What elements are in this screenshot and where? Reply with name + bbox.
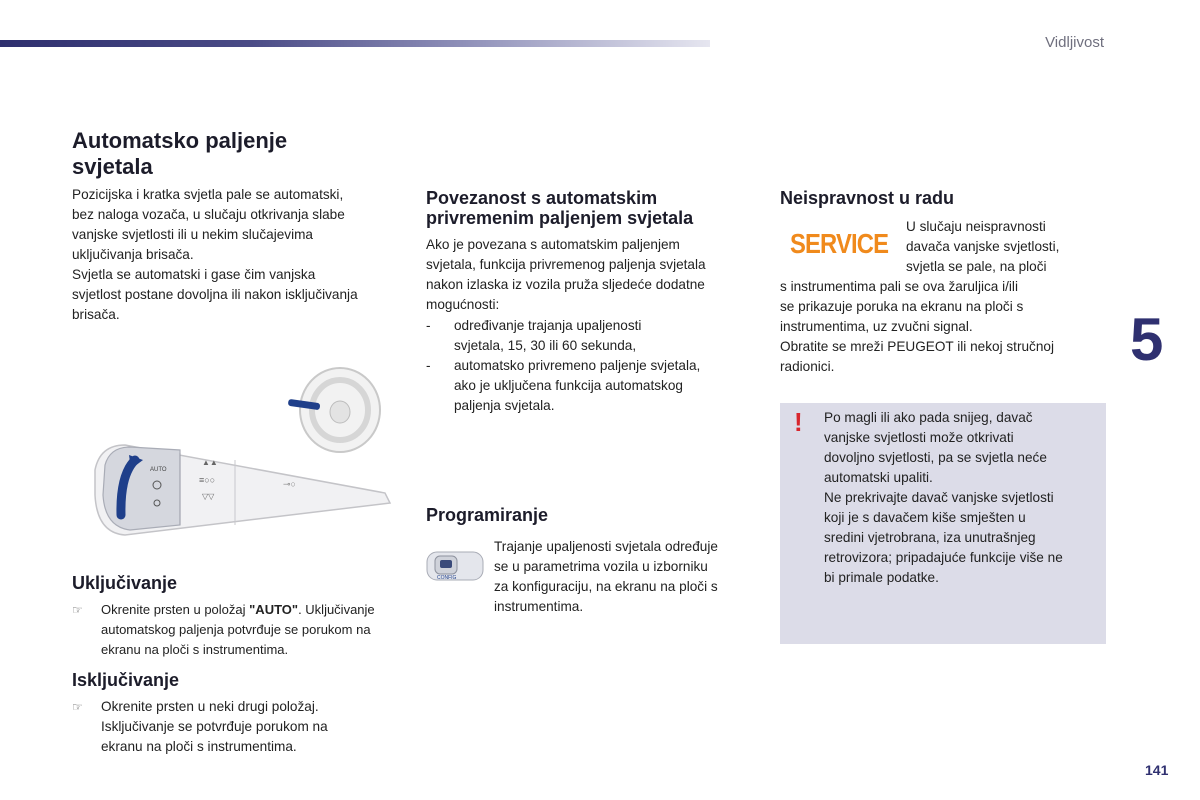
switch-on-item xyxy=(72,600,402,660)
page-number: 141 xyxy=(1145,762,1169,778)
note-text: Po magli ili ako pada snijeg, davač vanjske svjetlosti može otkrivati dovoljno svjetlosti, pa se svjetla neće automatski upaliti. Ne prekrivajte davač vanjske svjetlosti koji je s davačem kiše smješten u sredini vjetrobrana, iza unutrašnjeg retrovizora; pripadajuće funkcije više ne bi primale podatke. xyxy=(824,410,1063,585)
note-box xyxy=(780,403,1106,644)
malfunction-text-bottom: s instrumentima pali se ova žaruljica i/ili se prikazuje poruka na ekranu na ploči s instrumentima, uz zvučni signal. Obratite se mreži PEUGEOT ili nekoj stručnoj radionici. xyxy=(780,279,1054,374)
config-button-icon xyxy=(425,548,485,584)
auto-position-label: "AUTO" xyxy=(249,602,299,617)
switch-on-text-part2: . Uključivanje automatskog paljenja potvrđuje se porukom na ekranu na ploči s instrumentima. xyxy=(101,602,375,657)
svg-text:≡○○: ≡○○ xyxy=(199,475,216,485)
svg-text:▲▲: ▲▲ xyxy=(202,458,218,467)
list-item: - automatsko privremeno paljenje svjetala, ako je uključena funkcija automatskog paljenja svjetala. xyxy=(426,358,701,413)
switch-off-heading: Isključivanje xyxy=(72,670,180,690)
malfunction-text-top: U slučaju neispravnosti davača vanjske svjetlosti, svjetla se pale, na ploči xyxy=(906,219,1060,274)
svg-text:▽▽: ▽▽ xyxy=(202,492,215,501)
chapter-number: 5 xyxy=(1130,306,1164,373)
light-stalk-illustration xyxy=(85,365,400,545)
main-heading: Automatsko paljenje svjetala xyxy=(72,128,288,179)
switch-off-item xyxy=(72,697,402,757)
light-stalk xyxy=(95,445,390,535)
steering-wheel-icon xyxy=(288,368,380,452)
hand-pointer-icon: ☞ xyxy=(72,700,83,714)
svg-text:CONFIG: CONFIG xyxy=(437,575,457,581)
warning-exclamation-icon: ! xyxy=(794,407,803,437)
switch-off-text: Okrenite prsten u neki drugi položaj. Isključivanje se potvrđuje porukom na ekranu na ploči s instrumentima. xyxy=(101,699,328,754)
section-title: Vidljivost xyxy=(1045,34,1104,51)
hand-pointer-icon: ☞ xyxy=(72,603,83,617)
intro-paragraph: Pozicijska i kratka svjetla pale se automatski, bez naloga vozača, u slučaju otkrivanja slabe vanjske svjetlosti ili u nekim slučajevima uključivanja brisača. Svjetla se automatski i gase čim vanjska svjetlost postane dovoljna ili nakon isključivanja brisača. xyxy=(72,187,358,322)
switch-on-text-part1: Okrenite prsten u položaj xyxy=(101,602,250,617)
svg-text:⊸○: ⊸○ xyxy=(283,479,296,489)
switch-on-heading: Uključivanje xyxy=(72,573,178,593)
malfunction-heading: Neispravnost u radu xyxy=(780,188,955,208)
service-warning-icon: SERVICE xyxy=(790,228,889,259)
followme-intro: Ako je povezana s automatskim paljenjem svjetala, funkcija privremenog paljenja svjetala nakon izlaska iz vozila pruža sljedeće dodatne mogućnosti: xyxy=(426,237,706,312)
programming-heading: Programiranje xyxy=(426,505,549,525)
programming-text: Trajanje upaljenosti svjetala određuje se u parametrima vozila u izborniku za konfiguraciju, na ekranu na ploči s instrumentima. xyxy=(494,539,718,614)
svg-text:AUTO: AUTO xyxy=(150,467,167,473)
followme-options-list xyxy=(426,316,756,416)
header-gradient-bar xyxy=(0,40,710,47)
followme-heading: Povezanost s automatskim privremenim paljenjem svjetala xyxy=(426,188,694,228)
list-item: - određivanje trajanja upaljenosti svjetala, 15, 30 ili 60 sekunda, xyxy=(426,318,642,353)
